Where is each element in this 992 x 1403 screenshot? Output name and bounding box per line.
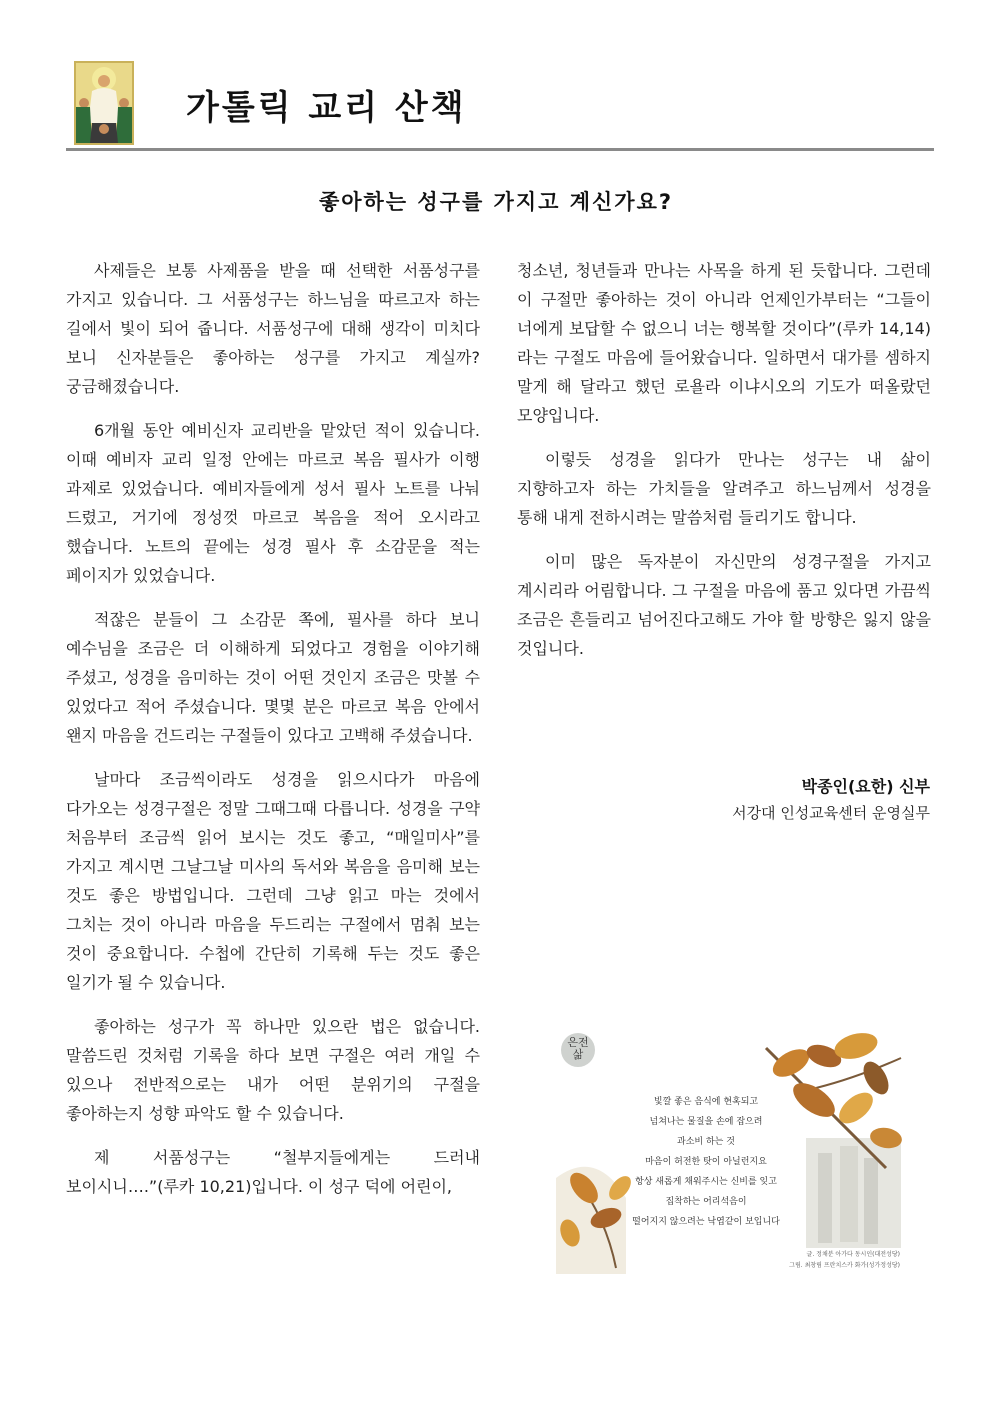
- poem-line: 넘쳐나는 물질을 손에 잡으려: [649, 1117, 763, 1127]
- paragraph: 날마다 조금씩이라도 성경을 읽으시다가 마음에 다가오는 성경구절은 정말 그때그때 다릅니다. 성경을 구약 처음부터 조금씩 읽어 보시는 것도 좋고, “매일미사”를 가지고 계시면 그날그날 미사의 독서와 복음을 음미해 보는 것도 좋은 방법입니다. 그런데 그냥 읽고 마는 것에서 그치는 것이 아니라 마음을 두드리는 구절에서 멈춰 보는 것이 중요합니다. 수첩에 간단히 기록해 두는 것도 좋은 일기가 될 수 있습니다.: [66, 770, 480, 992]
- article-column-right: [517, 256, 931, 678]
- poem-line: 항상 새롭게 채워주시는 신비를 잊고: [635, 1177, 777, 1187]
- paragraph: 적잖은 분들이 그 소감문 쪽에, 필사를 하다 보니 예수님을 조금은 더 이해하게 되었다고 경험을 이야기해 주셨고, 성경을 음미하는 것이 어떤 것인지 조금은 맛볼 수 있었다고 적어 주셨습니다. 몇몇 분은 마르코 복음 안에서 왠지 마음을 건드리는 구절들이 있다고 고백해 주셨습니다.: [66, 610, 480, 745]
- poem-line: 마음이 허전한 탓이 아닐런지요: [645, 1157, 767, 1167]
- artwork-credit: 그림. 최창림 프란치스카 화가(성가정성당): [789, 1262, 900, 1269]
- paragraph: 이미 많은 독자분이 자신만의 성경구절을 가지고 계시리라 어림합니다. 그 구절을 마음에 품고 있다면 가끔씩 조금은 흔들리고 넘어진다고해도 가야 할 방향은 잃지 않을 것입니다.: [517, 552, 931, 658]
- poem-line: 집착하는 어리석음이: [665, 1197, 747, 1207]
- poem-artwork: [556, 1028, 908, 1274]
- poem-line: 과소비 하는 것: [677, 1137, 735, 1147]
- author-role: 서강대 인성교육센터 운영실무: [732, 804, 930, 822]
- article-column-left: [66, 256, 480, 1216]
- article-title: 좋아하는 성구를 가지고 계신가요?: [318, 190, 674, 214]
- paragraph: 이렇듯 성경을 읽다가 만나는 성구는 내 삶이 지향하고자 하는 가치들을 알려주고 하느님께서 성경을 통해 내게 전하시려는 말씀처럼 들리기도 합니다.: [517, 450, 931, 527]
- paragraph: 제 서품성구는 “철부지들에게는 드러내 보이시니….”(루카 10,21)입니다. 이 성구 덕에 어린이,: [66, 1148, 480, 1196]
- paragraph: 사제들은 보통 사제품을 받을 때 선택한 서품성구를 가지고 있습니다. 그 서품성구는 하느님을 따르고자 하는 길에서 빛이 되어 줍니다. 서품성구에 대해 생각이 미치다 보니 신자분들은 좋아하는 성구를 가지고 계실까? 궁금해졌습니다.: [66, 261, 480, 396]
- author-name: 박종인(요한) 신부: [801, 777, 930, 796]
- paragraph: 청소년, 청년들과 만나는 사목을 하게 된 듯합니다. 그런데 이 구절만 좋아하는 것이 아니라 언제인가부터는 “그들이 너에게 보답할 수 없으니 너는 행복할 것이다”(루카 14,14)라는 구절도 마음에 들어왔습니다. 일하면서 대가를 셈하지 말게 해 달라고 했던 로욜라 이냐시오의 기도가 떠올랐던 모양입니다.: [517, 261, 931, 425]
- header-divider: [66, 148, 934, 151]
- paragraph: 좋아하는 성구가 꼭 하나만 있으란 법은 없습니다. 말씀드린 것처럼 기록을 하다 보면 구절은 여러 개일 수 있으나 전반적으로는 내가 어떤 분위기의 구절을 좋아하는지 성향 파악도 할 수 있습니다.: [66, 1017, 480, 1123]
- artwork-stamp: 은전 삶: [567, 1036, 589, 1061]
- jesus-with-disciples-icon: [74, 61, 134, 145]
- poem-line: 빛깔 좋은 음식에 현혹되고: [653, 1097, 759, 1107]
- page-title: 가톨릭 교리 산책: [186, 88, 467, 128]
- poem-line: 떨어지지 않으려는 낙엽같이 보입니다: [632, 1217, 780, 1227]
- paragraph: 6개월 동안 예비신자 교리반을 맡았던 적이 있습니다. 이때 예비자 교리 일정 안에는 마르코 복음 필사가 이행 과제로 있었습니다. 예비자들에게 성서 필사 노트를 나눠 드렸고, 거기에 정성껏 마르코 복음을 적어 오시라고 했습니다. 노트의 끝에는 성경 필사 후 소감문을 적는 페이지가 있었습니다.: [66, 421, 480, 585]
- page-header: [68, 58, 934, 148]
- artwork-credit: 글. 정채분 아가다 동시인(대전성당): [806, 1251, 900, 1258]
